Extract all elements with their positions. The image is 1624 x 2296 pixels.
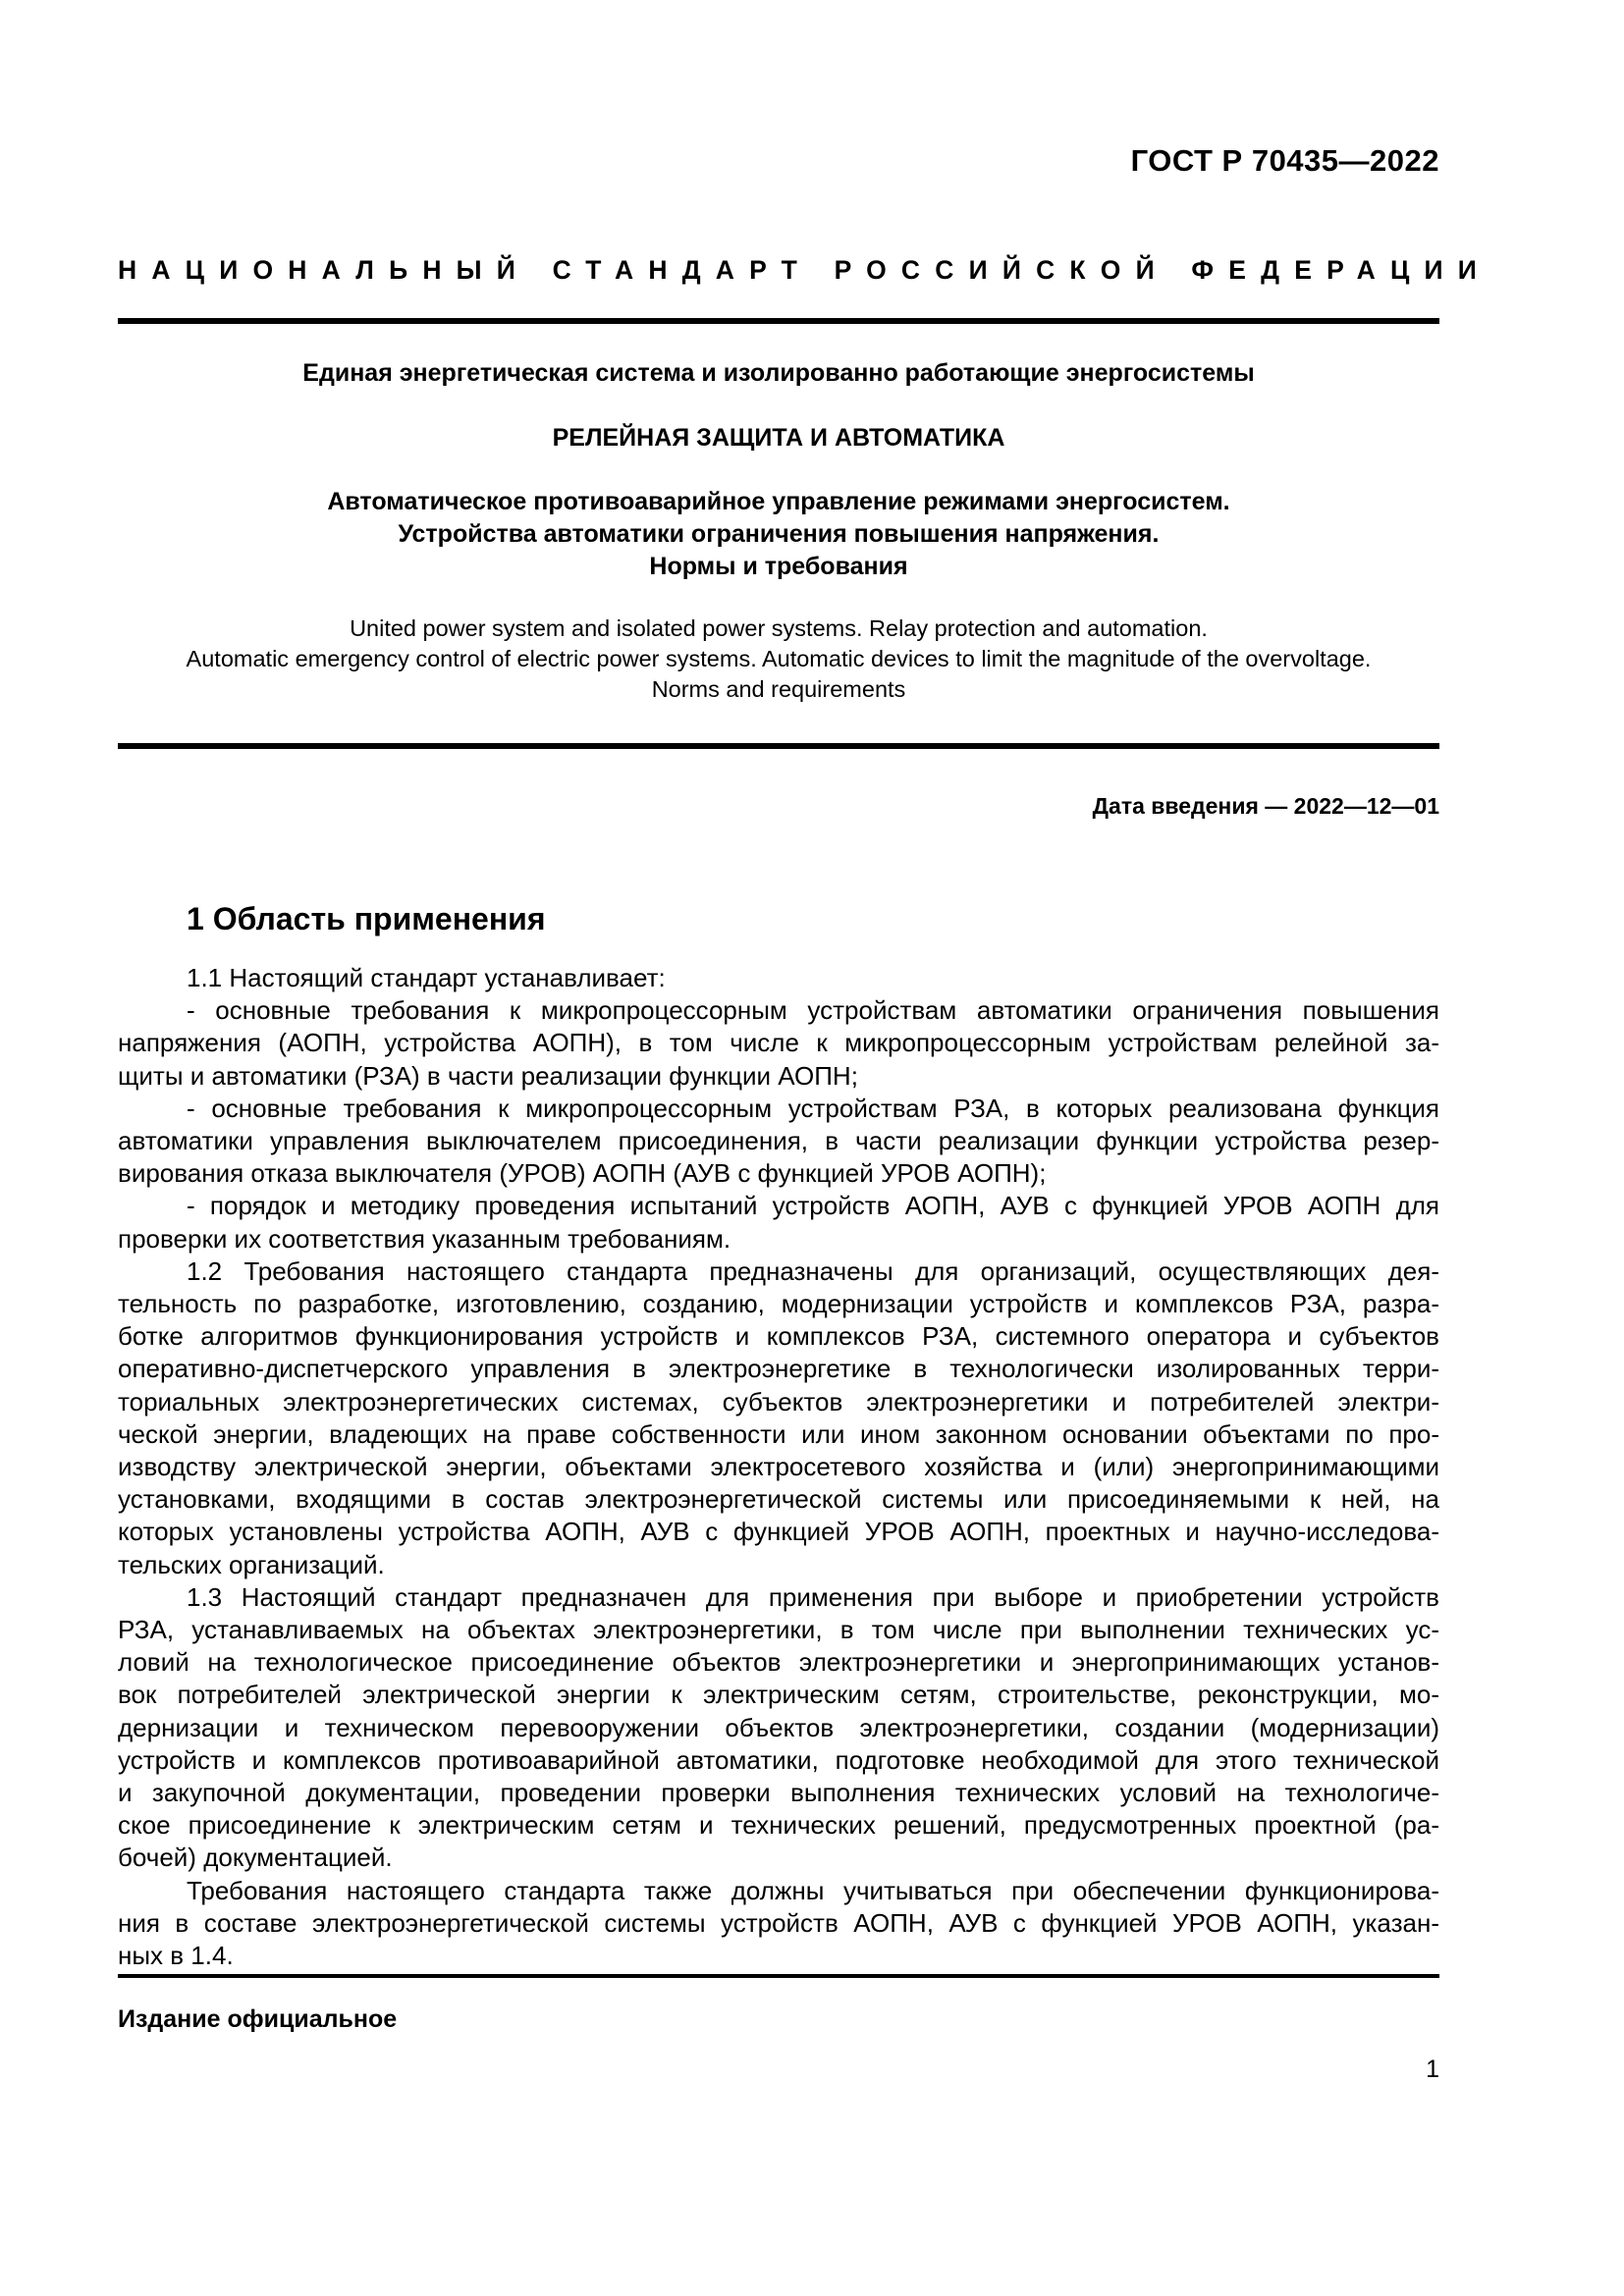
list-item [118,994,1439,1093]
text-line: Требования настоящего стандарта также должны учитываться при обеспечении функционирова- [187,1875,1439,1905]
text-line: - основные требования к микропроцессорным устройствам РЗА, в которых реализована функция [187,1093,1439,1123]
text-line: и закупочной документации, проведении проверки выполнения технических условий на технологиче- [118,1778,1439,1808]
introduction-date: Дата введения — 2022—12—01 [1092,793,1439,819]
english-title-line: Norms and requirements [651,676,906,702]
text-line: 1.1 Настоящий стандарт устанавливает: [187,963,666,992]
text-line: щиты и автоматики (РЗА) в части реализации функции АОПН; [118,1060,858,1091]
text-line: 1.2 Требования настоящего стандарта предназначены для организаций, осуществляющих дея- [187,1255,1439,1286]
standard-number: ГОСТ Р 70435—2022 [1130,143,1439,178]
top-rule [118,318,1439,324]
text-line: ториальных электроэнергетических системах, субъектов электроэнергетики и потребителей электри- [118,1386,1439,1416]
title-main-line: Автоматическое противоаварийное управление режимами энергосистем. [327,488,1230,515]
title-system: Единая энергетическая система и изолированно работающие энергосистемы [302,359,1255,387]
title-main [118,486,1439,583]
text-line: автоматики управления выключателем присоединения, в части реализации функции устройства резер- [118,1126,1439,1156]
page-number: 1 [1426,2056,1439,2083]
text-line: ловий на технологическое присоединение объектов электроэнергетики и энергопринимающих установ- [118,1647,1439,1678]
clause-1-2 [118,1255,1439,1581]
text-line: устройств и комплексов противоаварийной автоматики, подготовке необходимой для этого технической [118,1744,1439,1775]
text-line: оперативно-диспетчерского управления в электроэнергетике в технологически изолированных терри- [118,1354,1439,1384]
clause-1-3-note [118,1875,1439,1973]
text-line: напряжения (АОПН, устройства АОПН), в том числе к микропроцессорным устройствам релейной за- [118,1028,1439,1058]
title-main-line: Устройства автоматики ограничения повышения напряжения. [398,520,1160,548]
clause-1-3 [118,1581,1439,1875]
section-body [118,962,1439,1972]
text-line: 1.3 Настоящий стандарт предназначен для применения при выборе и приобретении устройств [187,1581,1439,1612]
national-standard-heading: НАЦИОНАЛЬНЫЙ СТАНДАРТ РОССИЙСКОЙ ФЕДЕРАЦИИ [118,255,1492,285]
text-line: ботке алгоритмов функционирования устройств и комплексов РЗА, системного оператора и субъектов [118,1321,1439,1352]
list-item [118,1190,1439,1255]
section-title: 1 Область применения [187,901,546,936]
text-line: - основные требования к микропроцессорным устройствам автоматики ограничения повышения [187,995,1439,1026]
title-bottom-rule [118,743,1439,749]
text-line: проверки их соответствия указанным требованиям. [118,1223,731,1254]
text-line: изводству электрической энергии, объектами электросетевого хозяйства и (или) энергопринимающими [118,1452,1439,1482]
text-line: ское присоединение к электрическим сетям и технических решений, предусмотренных проектной (ра- [118,1810,1439,1841]
text-line: ных в 1.4. [118,1941,234,1971]
text-line: вирования отказа выключателя (УРОВ) АОПН (АУВ с функцией УРОВ АОПН); [118,1158,1047,1189]
edition-label: Издание официальное [118,2005,398,2033]
text-line: дернизации и техническом перевооружении объектов электроэнергетики, создании (модернизации) [118,1712,1439,1742]
text-line: - порядок и методику проведения испытаний устройств АОПН, АУВ с функцией УРОВ АОПН для [187,1191,1439,1221]
text-line: тельность по разработке, изготовлению, созданию, модернизации устройств и комплексов РЗА, разра- [118,1289,1439,1319]
text-line: ческой энергии, владеющих на праве собственности или ином законном основании объектами по про- [118,1418,1439,1449]
english-title [118,614,1439,705]
text-line: РЗА, устанавливаемых на объектах электроэнергетики, в том числе при выполнении технических ус- [118,1615,1439,1645]
title-main-line: Нормы и требования [649,553,908,580]
text-line: установками, входящими в состав электроэнергетической системы или присоединяемыми к ней, на [118,1484,1439,1515]
list-item [118,1093,1439,1191]
text-line: тельских организаций. [118,1549,385,1579]
footer-rule [118,1974,1439,1978]
clause-1-1 [118,962,1439,994]
title-rza: РЕЛЕЙНАЯ ЗАЩИТА И АВТОМАТИКА [552,424,1005,452]
english-title-line: Automatic emergency control of electric power systems. Automatic devices to limit the magnitude of the overvoltage. [186,646,1372,671]
english-title-line: United power system and isolated power systems. Relay protection and automation. [350,615,1208,641]
text-line: бочей) документацией. [118,1842,393,1873]
text-line: вок потребителей электрической энергии к электрическим сетям, строительстве, реконструкции, мо- [118,1680,1439,1710]
text-line: которых установлены устройства АОПН, АУВ с функцией УРОВ АОПН, проектных и научно-исследова- [118,1517,1439,1547]
text-line: ния в составе электроэнергетической системы устройств АОПН, АУВ с функцией УРОВ АОПН, указан- [118,1907,1439,1938]
